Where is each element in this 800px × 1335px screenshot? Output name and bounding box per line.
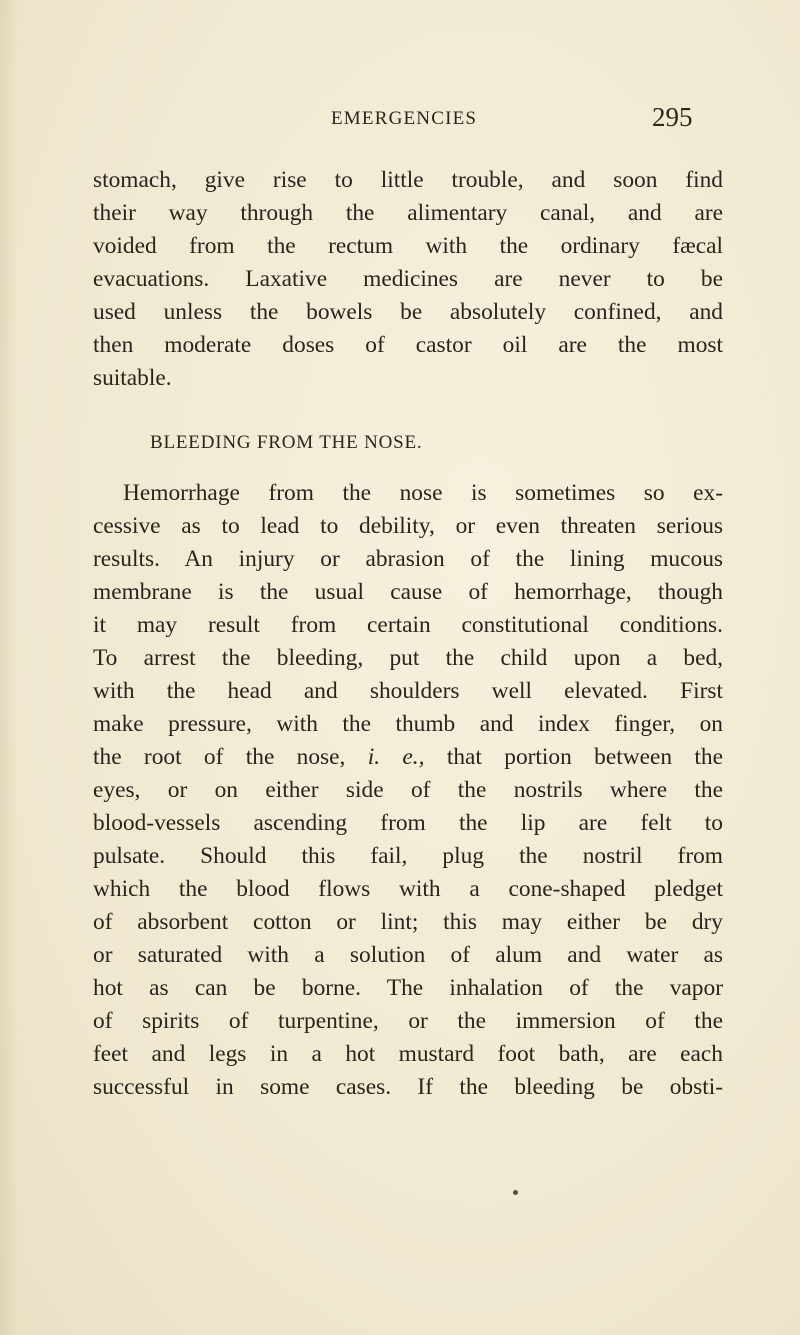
paragraph-2 xyxy=(93,477,723,1104)
text-line: or saturated with a solution of alum and water as xyxy=(93,942,723,968)
text-line: stomach, give rise to little trouble, and soon find xyxy=(93,167,723,193)
text-line: successful in some cases. If the bleeding be obsti- xyxy=(93,1074,723,1100)
section-heading: BLEEDING FROM THE NOSE. xyxy=(150,432,423,453)
text-line: To arrest the bleeding, put the child upon a bed, xyxy=(93,645,723,671)
text-line: eyes, or on either side of the nostrils where the xyxy=(93,777,723,803)
text-line: voided from the rectum with the ordinary fæcal xyxy=(93,233,723,259)
text-line: their way through the alimentary canal, and are xyxy=(93,200,723,226)
ink-speck xyxy=(513,1190,518,1195)
text-line: it may result from certain constitutional conditions. xyxy=(93,612,723,638)
text-line-with-italic xyxy=(93,741,723,774)
text-line: blood-vessels ascending from the lip are felt to xyxy=(93,810,723,836)
paragraph-1 xyxy=(93,164,723,395)
text-line: used unless the bowels be absolutely confined, and xyxy=(93,299,723,325)
text-line: make pressure, with the thumb and index finger, on xyxy=(93,711,723,737)
text-line: which the blood flows with a cone-shaped pledget xyxy=(93,876,723,902)
text-line: membrane is the usual cause of hemorrhage, though xyxy=(93,579,723,605)
page-number: 295 xyxy=(652,102,693,132)
text-line: of absorbent cotton or lint; this may either be dry xyxy=(93,909,723,935)
text-line: cessive as to lead to debility, or even threaten serious xyxy=(93,513,723,539)
text-line: feet and legs in a hot mustard foot bath, are each xyxy=(93,1041,723,1067)
italic-abbreviation: i. e., xyxy=(367,744,425,770)
text-line: hot as can be borne. The inhalation of the vapor xyxy=(93,975,723,1001)
text-line: results. An injury or abrasion of the lining mucous xyxy=(93,546,723,572)
text-line: Hemorrhage from the nose is sometimes so ex- xyxy=(123,480,723,506)
text-line: pulsate. Should this fail, plug the nostril from xyxy=(93,843,723,869)
page-edge-shadow xyxy=(0,0,18,1335)
text-line: then moderate doses of castor oil are the most xyxy=(93,332,723,358)
text-line: with the head and shoulders well elevated. First xyxy=(93,678,723,704)
running-title: EMERGENCIES xyxy=(331,108,478,129)
text-fragment: that portion between the xyxy=(424,744,723,770)
running-head xyxy=(0,102,800,140)
text-line: of spirits of turpentine, or the immersion of the xyxy=(93,1008,723,1034)
text-line: evacuations. Laxative medicines are never to be xyxy=(93,266,723,292)
text-line: suitable. xyxy=(93,365,172,391)
text-fragment: the root of the nose, xyxy=(93,744,368,770)
